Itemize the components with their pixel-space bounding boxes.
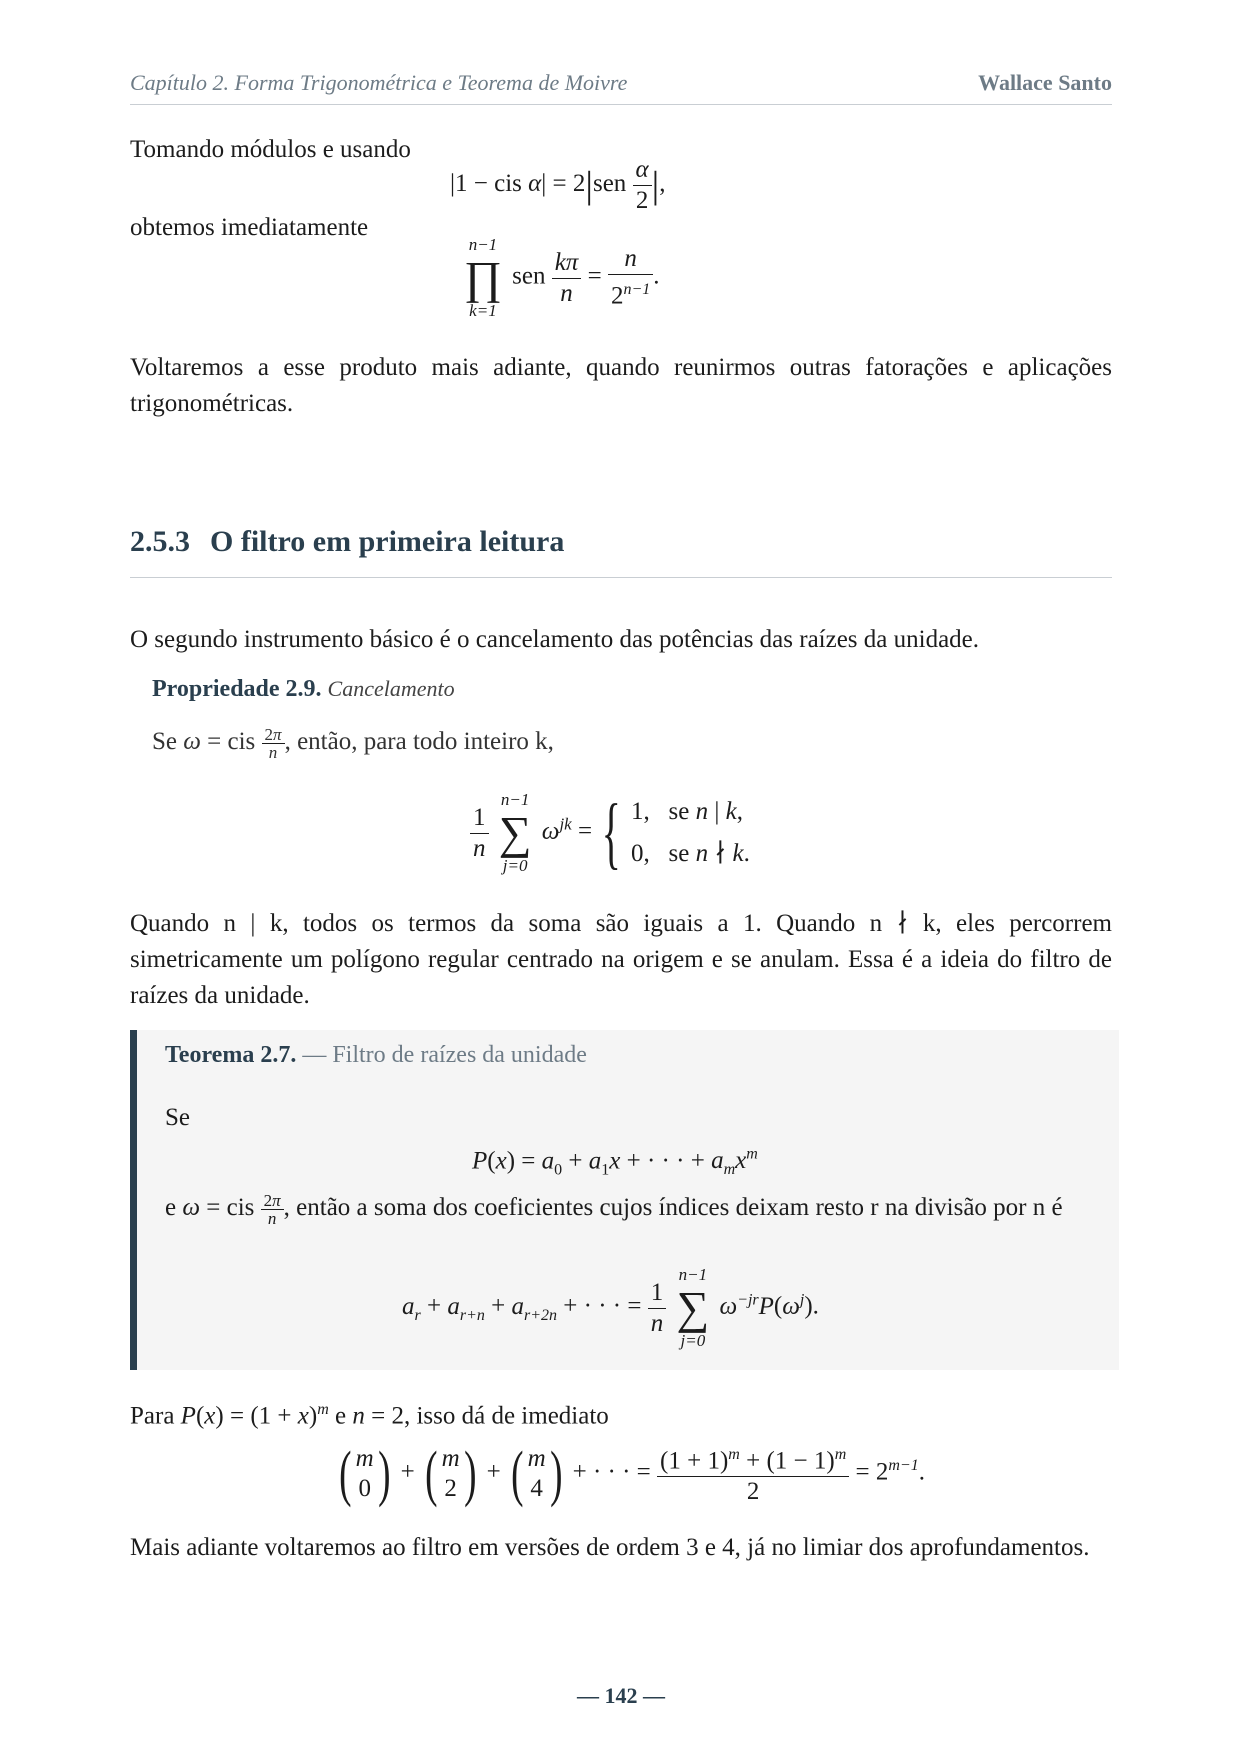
paragraph-intro: Tomando módulos e usando [130,136,411,163]
equation-module-identity: |1 − cis α| = 2|sen $\frac{\alpha}{2}$ |, [450,156,666,214]
section-number: 2.5.3 [130,525,190,558]
property-heading [152,676,455,703]
equation-cancellation-sum: $\frac{1}{n}$ n−1 ∑ j=0 $\omega^{jk}$ = { 1, se n | k, 0, se n ∤ k. [470,790,750,876]
paragraph-cancel-intro: O segundo instrumento básico é o cancelamento das potências das raízes da unidade. [130,626,980,653]
property-name: Cancelamento [327,676,455,701]
paragraph-example: Para $P(x) = (1 + x)^m$ e n = 2, isso dá de imediato [130,1401,609,1430]
paragraph-closing: Mais adiante voltaremos ao filtro em versões de ordem 3 e 4, já no limiar dos aprofundamentos. [130,1534,1090,1561]
theorem-se: Se [165,1104,190,1131]
paragraph-filter-idea: Quando n | k, todos os termos da soma são iguais a 1. Quando n ∤ k, eles percorrem simetricamente um polígono regular centrado na origem e se anulam. Essa é a ideia do filtro de raízes da unidade. [130,910,1112,1009]
property-statement: Se ω = cis $\frac{2\pi}{n}$ , então, para todo inteiro k, [152,724,554,762]
theorem-label: Teorema 2.7. [165,1042,297,1068]
equation-polynomial: $P(x) = a_0 + a_1x$ + · · · + $a_mx^m$ [472,1146,758,1179]
running-header [130,68,1112,105]
equation-sine-product: n−1 ∏ k=1 sen $\frac{k\pi}{n}$ = $\frac{n}{2^{n-1}}$ . [464,235,660,320]
property-label: Propriedade 2.9. [152,676,322,702]
author-name: Wallace Santo [978,70,1112,95]
theorem-heading [165,1042,587,1069]
paragraph-obtain: obtemos imediatamente [130,214,369,241]
equation-binomial-sum: ( m 0 ) + ( m 2 ) + ( m 4 ) + · · · = $\frac{(1 + 1)^m + (1 - 1)^m}{2}$ = $2^{m-1}$. [339,1439,925,1508]
page-number: — 142 — [577,1683,665,1708]
chapter-title: Capítulo 2. Forma Trigonométrica e Teorema de Moivre [130,70,628,95]
theorem-name: — Filtro de raízes da unidade [302,1042,587,1068]
theorem-statement: e ω = cis $\frac{2\pi}{n}$ , então a soma dos coeficientes cujos índices deixam resto r na divisão por n é [165,1190,1063,1228]
page [130,0,1112,1754]
section-title: O filtro em primeira leitura [210,525,565,558]
equation-filter-sum: $a_r + a_{r+n} + a_{r+2n}$ + · · · = $\frac{1}{n}$ n−1 ∑ j=0 $\omega^{-jr}P(\omega^j)$. [402,1265,819,1350]
theorem-box [130,1030,1119,1370]
section-heading [130,525,1112,578]
paragraph-product-note: Voltaremos a esse produto mais adiante, quando reunirmos outras fatorações e aplicações trigonométricas. [130,354,1112,417]
